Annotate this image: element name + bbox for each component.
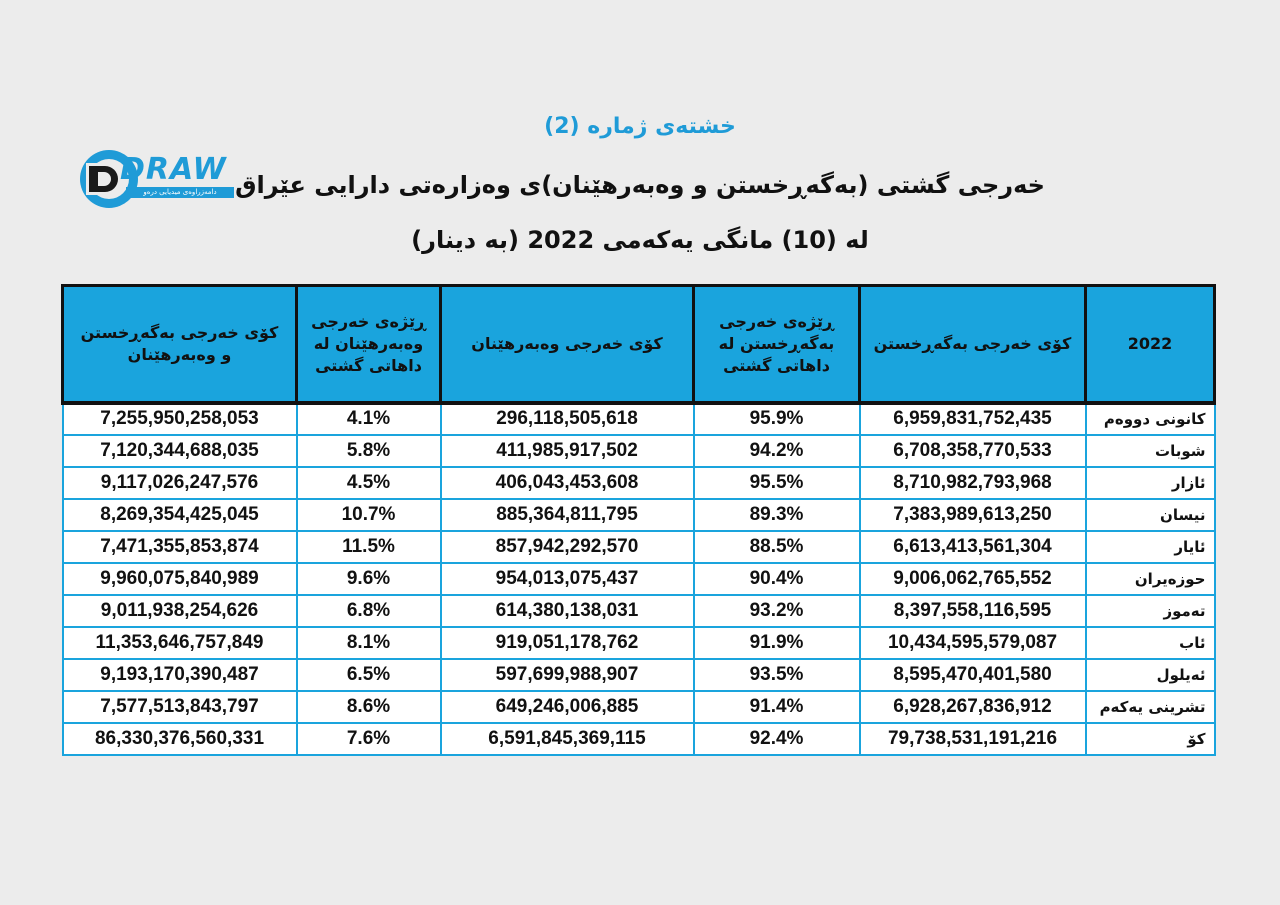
total-cell: 7,577,513,843,797	[63, 691, 297, 723]
month-cell: کۆ	[1086, 723, 1215, 755]
operating-cell: 6,959,831,752,435	[860, 403, 1086, 435]
investment-share-cell: 11.5%	[297, 531, 441, 563]
investment-share-cell: 10.7%	[297, 499, 441, 531]
operating-cell: 9,006,062,765,552	[860, 563, 1086, 595]
logo-wordmark: DRAW	[120, 152, 227, 187]
page-subtitle: لە (10) مانگی یەکەمی 2022 (بە دینار)	[411, 226, 869, 254]
table-row	[63, 691, 1215, 723]
investment-cell: 919,051,178,762	[441, 627, 694, 659]
operating-share-cell: 92.4%	[694, 723, 860, 755]
total-cell: 7,471,355,853,874	[63, 531, 297, 563]
investment-cell: 885,364,811,795	[441, 499, 694, 531]
total-cell: 8,269,354,425,045	[63, 499, 297, 531]
table-row	[63, 403, 1215, 435]
operating-cell: 10,434,595,579,087	[860, 627, 1086, 659]
total-cell: 11,353,646,757,849	[63, 627, 297, 659]
investment-cell: 296,118,505,618	[441, 403, 694, 435]
investment-cell: 406,043,453,608	[441, 467, 694, 499]
investment-share-cell: 4.5%	[297, 467, 441, 499]
investment-cell: 954,013,075,437	[441, 563, 694, 595]
investment-share-cell: 5.8%	[297, 435, 441, 467]
table-row	[63, 627, 1215, 659]
month-cell: تشرینی یەکەم	[1086, 691, 1215, 723]
operating-cell: 8,710,982,793,968	[860, 467, 1086, 499]
investment-cell: 614,380,138,031	[441, 595, 694, 627]
table-row	[63, 659, 1215, 691]
total-cell: 9,011,938,254,626	[63, 595, 297, 627]
header-year: 2022	[1086, 286, 1215, 403]
operating-share-cell: 89.3%	[694, 499, 860, 531]
total-cell: 7,120,344,688,035	[63, 435, 297, 467]
investment-share-cell: 4.1%	[297, 403, 441, 435]
month-cell: تەموز	[1086, 595, 1215, 627]
investment-cell: 649,246,006,885	[441, 691, 694, 723]
table-row	[63, 595, 1215, 627]
header-investment: کۆی خەرجی وەبەرهێنان	[441, 286, 694, 403]
header-investment-share: ڕێژەی خەرجی وەبەرهێنان لە داهاتی گشتی	[297, 286, 441, 403]
investment-cell: 857,942,292,570	[441, 531, 694, 563]
table-number-title: خشتەی ژمارە (2)	[544, 114, 736, 139]
table-row	[63, 467, 1215, 499]
table-row	[63, 531, 1215, 563]
total-cell: 86,330,376,560,331	[63, 723, 297, 755]
operating-share-cell: 94.2%	[694, 435, 860, 467]
table-row	[63, 723, 1215, 755]
investment-share-cell: 7.6%	[297, 723, 441, 755]
operating-cell: 8,595,470,401,580	[860, 659, 1086, 691]
header-operating-share: ڕێژەی خەرجی بەگەڕخستن لە داهاتی گشتی	[694, 286, 860, 403]
month-cell: شوبات	[1086, 435, 1215, 467]
operating-cell: 79,738,531,191,216	[860, 723, 1086, 755]
month-cell: کانونی دووەم	[1086, 403, 1215, 435]
header-operating: کۆی خەرجی بەگەڕخستن	[860, 286, 1086, 403]
investment-cell: 411,985,917,502	[441, 435, 694, 467]
total-cell: 9,960,075,840,989	[63, 563, 297, 595]
operating-cell: 7,383,989,613,250	[860, 499, 1086, 531]
operating-share-cell: 93.2%	[694, 595, 860, 627]
operating-cell: 8,397,558,116,595	[860, 595, 1086, 627]
total-cell: 7,255,950,258,053	[63, 403, 297, 435]
operating-share-cell: 91.4%	[694, 691, 860, 723]
table-row	[63, 435, 1215, 467]
investment-share-cell: 9.6%	[297, 563, 441, 595]
month-cell: نیسان	[1086, 499, 1215, 531]
operating-share-cell: 91.9%	[694, 627, 860, 659]
table-header-row	[63, 286, 1215, 403]
investment-cell: 597,699,988,907	[441, 659, 694, 691]
operating-cell: 6,708,358,770,533	[860, 435, 1086, 467]
page-title: خەرجی گشتی (بەگەڕخستن و وەبەرهێنان)ی وەزارەتی دارایی عێراق	[235, 171, 1045, 199]
operating-share-cell: 93.5%	[694, 659, 860, 691]
total-cell: 9,117,026,247,576	[63, 467, 297, 499]
operating-share-cell: 95.5%	[694, 467, 860, 499]
table-row	[63, 499, 1215, 531]
total-cell: 9,193,170,390,487	[63, 659, 297, 691]
logo-tagline: دامەزراوەی میدیایی درەو	[126, 187, 234, 198]
header-total: کۆی خەرجی بەگەڕخستن و وەبەرهێنان	[63, 286, 297, 403]
operating-share-cell: 95.9%	[694, 403, 860, 435]
month-cell: ئەیلول	[1086, 659, 1215, 691]
expenditure-table	[61, 284, 1216, 756]
investment-share-cell: 6.5%	[297, 659, 441, 691]
operating-share-cell: 90.4%	[694, 563, 860, 595]
operating-cell: 6,613,413,561,304	[860, 531, 1086, 563]
investment-share-cell: 6.8%	[297, 595, 441, 627]
operating-cell: 6,928,267,836,912	[860, 691, 1086, 723]
month-cell: ئایار	[1086, 531, 1215, 563]
month-cell: ئازار	[1086, 467, 1215, 499]
investment-share-cell: 8.6%	[297, 691, 441, 723]
table-row	[63, 563, 1215, 595]
investment-share-cell: 8.1%	[297, 627, 441, 659]
operating-share-cell: 88.5%	[694, 531, 860, 563]
investment-cell: 6,591,845,369,115	[441, 723, 694, 755]
month-cell: حوزەیران	[1086, 563, 1215, 595]
month-cell: ئاب	[1086, 627, 1215, 659]
